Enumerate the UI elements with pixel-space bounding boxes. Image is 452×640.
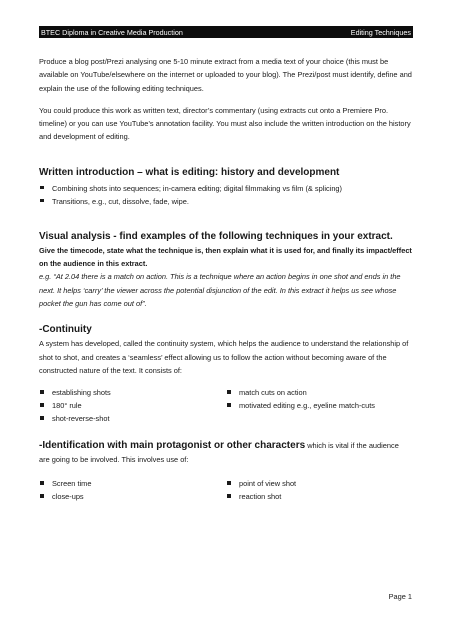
continuity-list-left (39, 386, 226, 425)
intro-paragraph-1: Produce a blog post/Prezi analysing one 5-10 minute extract from a media text of your choice (this must be available on YouTube/elsewhere on the internet or uploaded to your blog). The Prezi/post must identify, define and explain the use of the following editing techniques. (39, 57, 412, 93)
list-item: Screen time (39, 477, 226, 490)
bullet-icon (40, 403, 44, 407)
document-body (39, 55, 413, 503)
list-item: close-ups (39, 490, 226, 503)
bullet-icon (40, 416, 44, 420)
list-item: Transitions, e.g., cut, dissolve, fade, wipe. (39, 195, 413, 208)
bullet-icon (40, 494, 44, 498)
continuity-body: A system has developed, called the continuity system, which helps the audience to understand the relationship of shot to shot, and creates a ‘seamless’ effect allowing us to follow the action without becoming aware of the constructed nature of the text. It consists of: (39, 339, 409, 375)
list-item: match cuts on action (226, 386, 413, 399)
continuity-list-right (226, 386, 413, 425)
identification-heading-rest: which is vital if the audience (305, 441, 399, 451)
written-intro-heading: Written introduction – what is editing: history and development (39, 166, 340, 178)
visual-analysis-heading: Visual analysis - find examples of the following techniques in your extract. (39, 230, 393, 242)
header-course-title: BTEC Diploma in Creative Media Production (41, 27, 183, 37)
bullet-icon (227, 403, 231, 407)
page-number: Page 1 (388, 592, 412, 601)
bullet-icon (227, 494, 231, 498)
bullet-icon (227, 390, 231, 394)
list-item: reaction shot (226, 490, 413, 503)
bullet-icon (40, 199, 44, 203)
written-intro-list (39, 182, 413, 208)
continuity-lists (39, 386, 413, 425)
list-item: point of view shot (226, 477, 413, 490)
bullet-icon (40, 390, 44, 394)
identification-heading-line (39, 439, 413, 453)
list-item: establishing shots (39, 386, 226, 399)
identification-list-left (39, 477, 226, 503)
bullet-icon (40, 186, 44, 190)
header-section-title: Editing Techniques (350, 27, 411, 37)
identification-heading: -Identification with main protagonist or other characters (39, 440, 306, 452)
identification-list-right (226, 477, 413, 503)
list-item: Combining shots into sequences; in-camera editing; digital filmmaking vs film (& splicing) (39, 182, 413, 195)
bullet-icon (227, 481, 231, 485)
intro-paragraph-2: You could produce this work as written text, director’s commentary (using extracts cut onto a Premiere Pro. timeline) or you can use YouTube’s annotation facility. You must also include the written introduction on the history and development of editing. (39, 105, 411, 142)
list-item: 180° rule (39, 399, 226, 412)
visual-analysis-instruction: Give the timecode, state what the technique is, then explain what it is used for, and finally its impact/effect on the audience in this extract. (39, 245, 412, 269)
continuity-heading: -Continuity (39, 324, 92, 336)
identification-body: are going to be involved. This involves use of: (39, 455, 189, 465)
list-item: shot-reverse-shot (39, 412, 226, 425)
visual-analysis-example: e.g. “At 2.04 there is a match on action. This is a technique where an action begins in one shot and ends in the next. It helps ‘carry’ the viewer across the potential disjunction of the edit. In this extract it helps us see whose pocket the gun has come out of”. (39, 272, 401, 308)
bullet-icon (40, 481, 44, 485)
list-item: motivated editing e.g., eyeline match-cuts (226, 399, 413, 412)
header-bar (39, 26, 413, 38)
identification-lists (39, 477, 413, 503)
